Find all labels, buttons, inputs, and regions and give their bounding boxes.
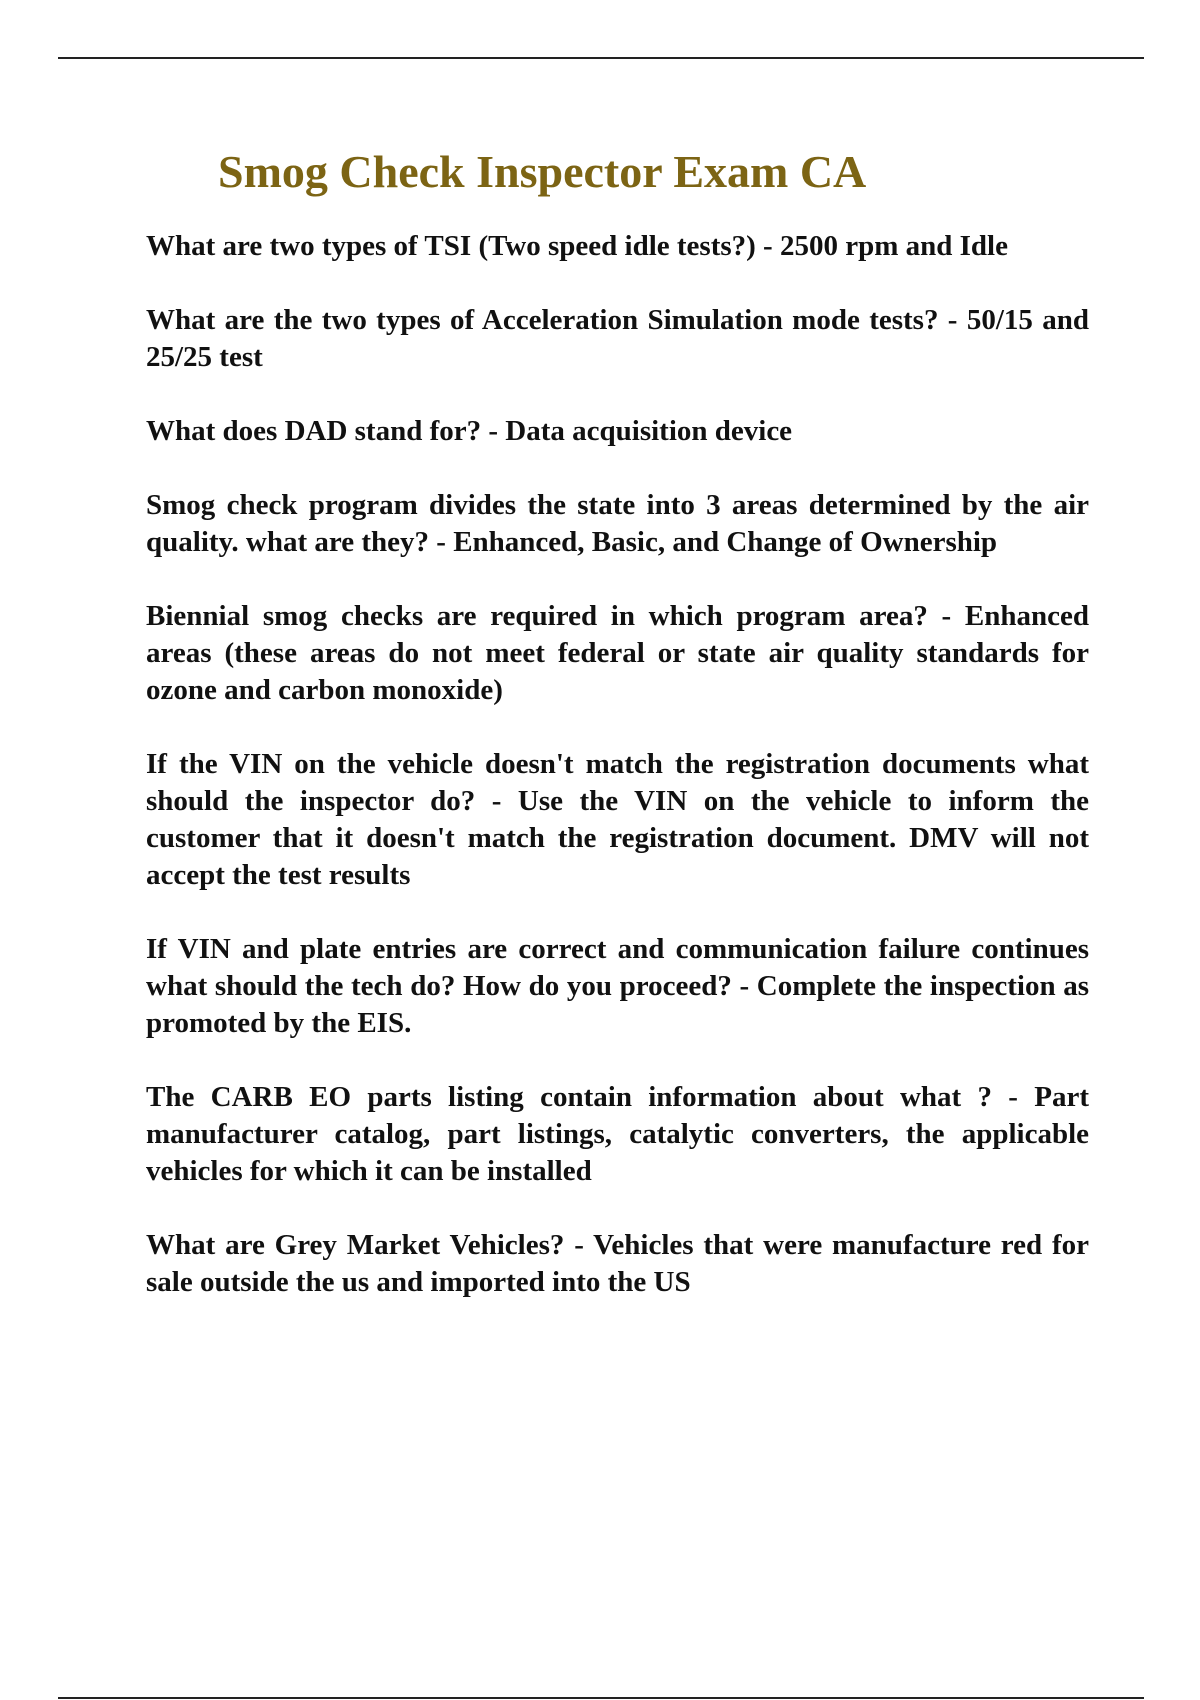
qa-item-carb-eo-parts: The CARB EO parts listing contain information about what ? - Part manufacturer catalog, part listings, catalytic converters, the applicable vehicles for which it can be installed <box>146 1081 1089 1187</box>
footer-rule <box>58 1697 1144 1699</box>
qa-item-program-areas: Smog check program divides the state into 3 areas determined by the air quality. what are they? - Enhanced, Basic, and Change of Ownership <box>146 489 1089 558</box>
header-rule <box>58 57 1144 59</box>
qa-item-vin-mismatch: If the VIN on the vehicle doesn't match the registration documents what should the inspector do? - Use the VIN on the vehicle to inform the customer that it doesn't match the registration document. DMV will not accept the test results <box>146 748 1089 891</box>
qa-list <box>146 228 1089 1301</box>
qa-item-biennial-checks: Biennial smog checks are required in which program area? - Enhanced areas (these areas do not meet federal or state air quality standards for ozone and carbon monoxide) <box>146 600 1089 706</box>
qa-item-asm-tests: What are the two types of Acceleration Simulation mode tests? - 50/15 and 25/25 test <box>146 304 1089 373</box>
document-title: Smog Check Inspector Exam CA <box>218 146 867 197</box>
qa-item-communication-failure: If VIN and plate entries are correct and communication failure continues what should the tech do? How do you proceed? - Complete the inspection as promoted by the EIS. <box>146 933 1089 1039</box>
qa-item-grey-market: What are Grey Market Vehicles? - Vehicles that were manufacture red for sale outside the us and imported into the US <box>146 1229 1089 1298</box>
qa-item-tsi-types: What are two types of TSI (Two speed idle tests?) - 2500 rpm and Idle <box>146 230 1008 262</box>
qa-item-dad: What does DAD stand for? - Data acquisition device <box>146 415 793 447</box>
